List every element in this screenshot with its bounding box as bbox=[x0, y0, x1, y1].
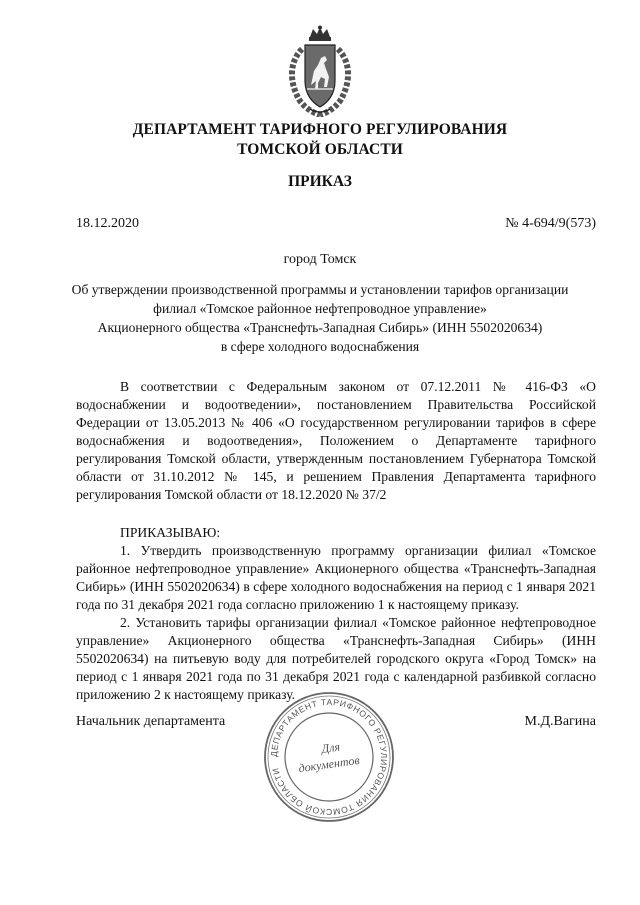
department-name-line-1: ДЕПАРТАМЕНТ ТАРИФНОГО РЕГУЛИРОВАНИЯ bbox=[132, 121, 508, 138]
department-round-stamp bbox=[262, 690, 396, 824]
stamp-ring-text: ДЕПАРТАМЕНТ ТАРИФНОГО РЕГУЛИРОВАНИЯ ТОМСКОЙ ОБЛАСТИ bbox=[268, 696, 390, 818]
document-city: город Томск bbox=[283, 252, 357, 267]
order-word: ПРИКАЗЫВАЮ: bbox=[120, 525, 221, 540]
subject-line: в сфере холодного водоснабжения bbox=[220, 339, 420, 354]
department-name-line-2: ТОМСКОЙ ОБЛАСТИ bbox=[237, 141, 403, 158]
stamp-center-line-1: Для bbox=[320, 739, 341, 756]
document-title: ПРИКАЗ bbox=[288, 173, 352, 190]
document-subject bbox=[0, 280, 640, 356]
document-number: № 4-694/9(573) bbox=[505, 216, 596, 231]
subject-line: Акционерного общества «Транснефть-Западная Сибирь» (ИНН 5502020634) bbox=[97, 320, 543, 335]
signatory-position: Начальник департамента bbox=[76, 714, 226, 729]
signatory-name: М.Д.Вагина bbox=[524, 714, 596, 729]
stamp-center-line-2: документов bbox=[297, 752, 361, 776]
subject-line: Об утверждении производственной программы и установлении тарифов организации bbox=[71, 282, 569, 297]
document-body bbox=[76, 378, 596, 704]
order-item-1: 1. Утвердить производственную программу организации филиал «Томское районное нефтепроводное управление» Акционерного общества «Транснефть-Западная Сибирь» (ИНН 5502020634) в сфере холодного водоснабжения на период с 1 января 2021 года по 31 декабря 2021 года согласно приложению 1 к настоящему приказу. bbox=[76, 543, 596, 612]
preamble-paragraph: В соответствии с Федеральным законом от 07.12.2011 № 416-ФЗ «О водоснабжении и водоотведении», постановлением Правительства Российской Федерации от 13.05.2013 № 406 «О государственном регулировании тарифов в сфере водоснабжения и водоотведения», Положением о Департаменте тарифного регулирования Томской области, утвержденным постановлением Губернатора Томской области от 31.10.2012 № 145, и решением Правления Департамента тарифного регулирования Томской области от 18.12.2020 № 37/2 bbox=[76, 379, 596, 502]
document-date: 18.12.2020 bbox=[76, 216, 139, 231]
subject-line: филиал «Томское районное нефтепроводное управление» bbox=[153, 301, 487, 316]
tomsk-region-coat-of-arms-icon bbox=[280, 25, 360, 117]
order-item-2: 2. Установить тарифы организации филиал «Томское районное нефтепроводное управление» Акционерного общества «Транснефть-Западная Сибирь» (ИНН 5502020634) на питьевую воду для потребителей городского округа «Город Томск» на период с 1 января 2021 года по 31 декабря 2021 года с календарной разбивкой согласно приложению 2 к настоящему приказу. bbox=[76, 615, 596, 702]
